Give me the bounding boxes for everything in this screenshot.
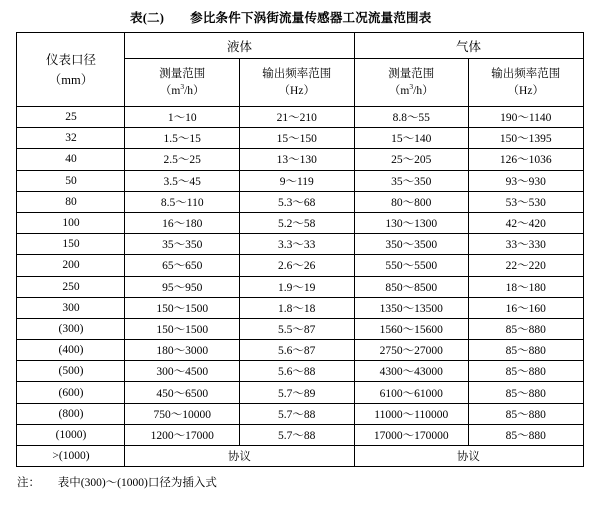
unit-exponent: 3	[180, 81, 185, 91]
cell-liquid-range: 35～350	[125, 234, 240, 255]
table-row	[17, 107, 583, 128]
cell-gas-range: 850～8500	[354, 276, 469, 297]
cell-liquid-frequency: 1.9～19	[239, 276, 354, 297]
header-liquid-frequency-unit: （Hz）	[278, 84, 315, 97]
table-note	[17, 467, 583, 490]
cell-gas-range: 1560～15600	[354, 318, 469, 339]
cell-gas-range: 17000～170000	[354, 424, 469, 445]
cell-gas-frequency: 42～420	[469, 212, 584, 233]
table-row	[17, 424, 583, 445]
cell-liquid-frequency: 5.7～88	[239, 424, 354, 445]
cell-liquid-frequency: 5.2～58	[239, 212, 354, 233]
cell-diameter: (500)	[17, 361, 125, 382]
cell-gas-frequency: 150～1395	[469, 128, 584, 149]
header-gas-range-label: 测量范围	[388, 67, 435, 80]
unit-pre: （m	[159, 84, 181, 97]
cell-gas-frequency: 85～880	[469, 382, 584, 403]
header-diameter-unit: （mm）	[48, 72, 94, 87]
table-caption-label: 表(二)	[130, 11, 165, 25]
cell-gas-frequency: 85～880	[469, 424, 584, 445]
cell-gas-frequency: 85～880	[469, 318, 584, 339]
cell-gas-range: 130～1300	[354, 212, 469, 233]
table-row	[17, 170, 583, 191]
cell-gas-agreement: 协议	[354, 446, 583, 467]
cell-diameter: 300	[17, 297, 125, 318]
cell-liquid-frequency: 1.8～18	[239, 297, 354, 318]
unit-pre: （m	[388, 84, 410, 97]
cell-gas-range: 35～350	[354, 170, 469, 191]
table-row-agreement	[17, 446, 583, 467]
unit-post: /h）	[413, 84, 434, 97]
cell-liquid-frequency: 5.7～89	[239, 382, 354, 403]
cell-liquid-range: 150～1500	[125, 318, 240, 339]
cell-gas-range: 25～205	[354, 149, 469, 170]
cell-liquid-range: 180～3000	[125, 340, 240, 361]
cell-liquid-range: 1.5～15	[125, 128, 240, 149]
cell-liquid-range: 2.5～25	[125, 149, 240, 170]
cell-liquid-frequency: 3.3～33	[239, 234, 354, 255]
header-liquid-range-unit	[125, 83, 239, 100]
header-gas-range	[354, 59, 469, 107]
header-diameter-label: 仪表口径	[45, 52, 96, 67]
cell-liquid-frequency: 5.7～88	[239, 403, 354, 424]
header-gas-range-unit	[355, 83, 469, 100]
cell-diameter: 200	[17, 255, 125, 276]
cell-gas-range: 550～5500	[354, 255, 469, 276]
cell-diameter: 40	[17, 149, 125, 170]
cell-diameter: 80	[17, 191, 125, 212]
table-caption	[130, 0, 600, 32]
cell-diameter: (800)	[17, 403, 125, 424]
cell-liquid-frequency: 21～210	[239, 107, 354, 128]
table-row	[17, 403, 583, 424]
cell-gas-frequency: 53～530	[469, 191, 584, 212]
cell-liquid-range: 95～950	[125, 276, 240, 297]
table-row	[17, 149, 583, 170]
cell-diameter: (600)	[17, 382, 125, 403]
header-liquid-frequency	[239, 59, 354, 107]
cell-gas-range: 6100～61000	[354, 382, 469, 403]
cell-liquid-range: 150～1500	[125, 297, 240, 318]
header-group-gas: 气体	[354, 33, 583, 59]
cell-gas-range: 4300～43000	[354, 361, 469, 382]
table-row	[17, 255, 583, 276]
cell-gas-frequency: 93～930	[469, 170, 584, 191]
unit-exponent: 3	[409, 81, 414, 91]
header-gas-frequency-label: 输出频率范围	[491, 67, 561, 80]
cell-liquid-range: 1200～17000	[125, 424, 240, 445]
table-row	[17, 191, 583, 212]
cell-diameter: >(1000)	[17, 446, 125, 467]
cell-gas-range: 15～140	[354, 128, 469, 149]
cell-diameter: (400)	[17, 340, 125, 361]
table-header-group-row	[17, 33, 583, 59]
cell-diameter: (300)	[17, 318, 125, 339]
cell-gas-range: 350～3500	[354, 234, 469, 255]
table-row	[17, 276, 583, 297]
note-text: 表中(300)～(1000)口径为插入式	[57, 477, 217, 490]
cell-liquid-frequency: 5.6～88	[239, 361, 354, 382]
cell-gas-frequency: 85～880	[469, 403, 584, 424]
cell-gas-frequency: 190～1140	[469, 107, 584, 128]
cell-diameter: 250	[17, 276, 125, 297]
table-body	[17, 107, 583, 467]
table-row	[17, 361, 583, 382]
cell-liquid-agreement: 协议	[125, 446, 354, 467]
note-label: 注：	[17, 477, 40, 490]
cell-gas-range: 1350～13500	[354, 297, 469, 318]
header-liquid-range	[125, 59, 240, 107]
cell-liquid-range: 8.5～110	[125, 191, 240, 212]
cell-liquid-range: 16～180	[125, 212, 240, 233]
unit-post: /h）	[184, 84, 205, 97]
cell-gas-frequency: 33～330	[469, 234, 584, 255]
cell-liquid-range: 65～650	[125, 255, 240, 276]
cell-diameter: 150	[17, 234, 125, 255]
cell-diameter: 25	[17, 107, 125, 128]
table-row	[17, 340, 583, 361]
cell-gas-frequency: 85～880	[469, 361, 584, 382]
cell-gas-frequency: 126～1036	[469, 149, 584, 170]
table-row	[17, 382, 583, 403]
cell-liquid-range: 1～10	[125, 107, 240, 128]
header-liquid-frequency-label: 输出频率范围	[262, 67, 332, 80]
cell-gas-range: 80～800	[354, 191, 469, 212]
table-row	[17, 128, 583, 149]
cell-liquid-range: 3.5～45	[125, 170, 240, 191]
header-cell-diameter	[17, 33, 125, 107]
table-caption-title: 参比条件下涡街流量传感器工况流量范围表	[190, 11, 432, 25]
table-row	[17, 297, 583, 318]
header-gas-frequency-unit: （Hz）	[507, 84, 544, 97]
table-row	[17, 318, 583, 339]
cell-liquid-frequency: 5.5～87	[239, 318, 354, 339]
cell-diameter: 100	[17, 212, 125, 233]
cell-gas-frequency: 22～220	[469, 255, 584, 276]
cell-gas-range: 2750～27000	[354, 340, 469, 361]
cell-liquid-frequency: 5.3～68	[239, 191, 354, 212]
cell-liquid-frequency: 5.6～87	[239, 340, 354, 361]
cell-liquid-range: 300～4500	[125, 361, 240, 382]
cell-gas-frequency: 18～180	[469, 276, 584, 297]
cell-diameter: 50	[17, 170, 125, 191]
header-liquid-range-label: 测量范围	[159, 67, 206, 80]
cell-gas-frequency: 16～160	[469, 297, 584, 318]
cell-liquid-frequency: 13～130	[239, 149, 354, 170]
table-row	[17, 212, 583, 233]
cell-liquid-range: 750～10000	[125, 403, 240, 424]
cell-diameter: (1000)	[17, 424, 125, 445]
cell-gas-range: 11000～110000	[354, 403, 469, 424]
cell-liquid-frequency: 9～119	[239, 170, 354, 191]
flow-range-table	[16, 32, 583, 467]
cell-diameter: 32	[17, 128, 125, 149]
cell-liquid-range: 450～6500	[125, 382, 240, 403]
table-row	[17, 234, 583, 255]
header-group-liquid: 液体	[125, 33, 354, 59]
cell-gas-range: 8.8～55	[354, 107, 469, 128]
cell-liquid-frequency: 2.6～26	[239, 255, 354, 276]
header-gas-frequency	[469, 59, 584, 107]
table-head	[17, 33, 583, 107]
cell-gas-frequency: 85～880	[469, 340, 584, 361]
cell-liquid-frequency: 15～150	[239, 128, 354, 149]
